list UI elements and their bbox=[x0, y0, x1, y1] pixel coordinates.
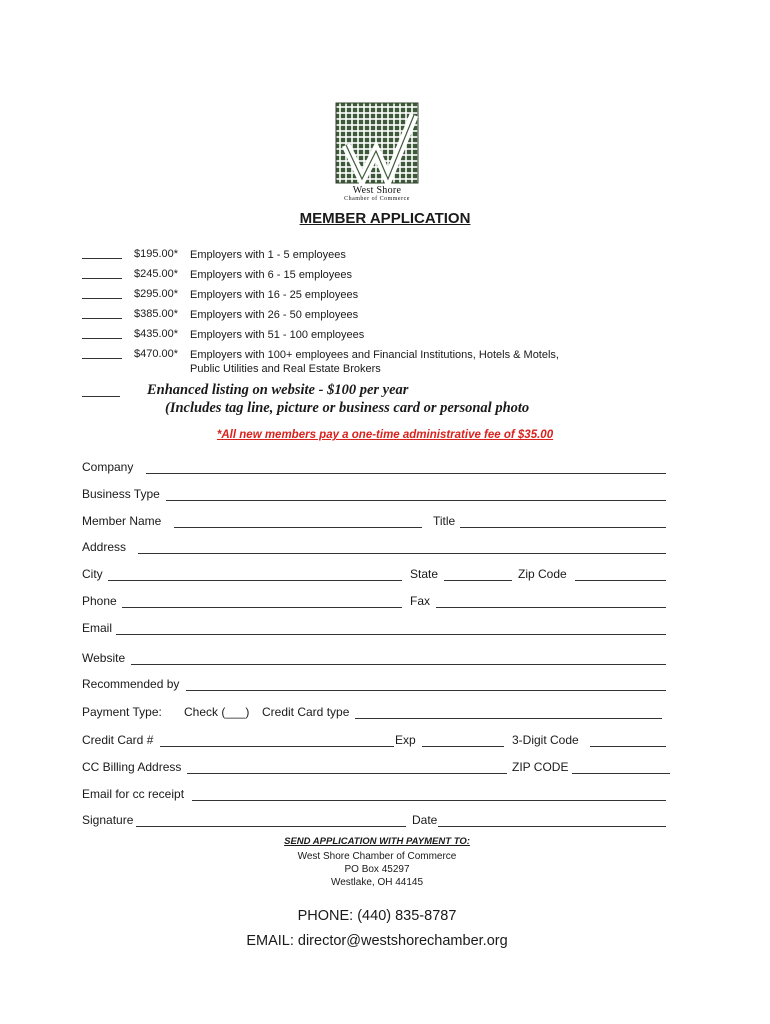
tier-description: Employers with 16 - 25 employees bbox=[190, 289, 359, 301]
website-field[interactable] bbox=[131, 664, 666, 665]
city-row bbox=[82, 567, 672, 585]
tier-option[interactable] bbox=[82, 288, 359, 302]
tier-description: Employers with 51 - 100 employees bbox=[190, 329, 365, 341]
signature-label: Signature bbox=[82, 813, 134, 827]
payment-type-label: Payment Type: bbox=[82, 705, 162, 719]
signature-field[interactable] bbox=[136, 826, 406, 827]
email-row bbox=[82, 621, 672, 639]
contact-phone: PHONE: (440) 835-8787 bbox=[297, 908, 457, 924]
address-label: Address bbox=[82, 540, 127, 554]
cc-billing-field[interactable] bbox=[187, 773, 507, 774]
phone-field[interactable] bbox=[122, 607, 402, 608]
enhanced-listing-title: Enhanced listing on website - $100 per year bbox=[147, 382, 409, 398]
email-receipt-label: Email for cc receipt bbox=[82, 787, 185, 801]
address-row bbox=[82, 540, 672, 558]
tier-option[interactable] bbox=[82, 268, 353, 282]
tier-price: $245.00* bbox=[134, 268, 179, 280]
tier-price: $435.00* bbox=[134, 328, 179, 340]
credit-card-type-label: Credit Card type bbox=[262, 705, 350, 719]
email-receipt-row bbox=[82, 787, 672, 805]
phone-label: Phone bbox=[82, 594, 117, 608]
exp-field[interactable] bbox=[422, 746, 504, 747]
title-label: Title bbox=[433, 514, 456, 528]
tier-price: $195.00* bbox=[134, 248, 179, 260]
member-name-row bbox=[82, 514, 672, 532]
recommended-row bbox=[82, 677, 672, 695]
tier-description: Employers with 6 - 15 employees bbox=[190, 269, 353, 281]
tier-option[interactable] bbox=[82, 308, 359, 322]
email-field[interactable] bbox=[116, 634, 666, 635]
business-type-label: Business Type bbox=[82, 487, 160, 501]
credit-card-row bbox=[82, 733, 672, 751]
cvv-field[interactable] bbox=[590, 746, 666, 747]
company-label: Company bbox=[82, 460, 134, 474]
zip-field[interactable] bbox=[575, 580, 666, 581]
state-label: State bbox=[410, 567, 439, 581]
tier-description-line2: Public Utilities and Real Estate Brokers bbox=[190, 363, 381, 375]
state-field[interactable] bbox=[444, 580, 512, 581]
tier-description: Employers with 26 - 50 employees bbox=[190, 309, 359, 321]
page-title: MEMBER APPLICATION bbox=[299, 210, 471, 227]
fax-field[interactable] bbox=[436, 607, 666, 608]
tier-checkbox-line[interactable] bbox=[82, 288, 122, 299]
tier-checkbox-line[interactable] bbox=[82, 348, 122, 359]
credit-card-type-field[interactable] bbox=[355, 718, 662, 719]
exp-label: Exp bbox=[395, 733, 416, 747]
company-field[interactable] bbox=[146, 473, 666, 474]
tier-checkbox-line[interactable] bbox=[82, 328, 122, 339]
recommended-by-field[interactable] bbox=[186, 690, 666, 691]
chamber-logo bbox=[334, 101, 420, 203]
email-receipt-field[interactable] bbox=[192, 800, 666, 801]
website-label: Website bbox=[82, 651, 126, 665]
tier-price: $385.00* bbox=[134, 308, 179, 320]
logo-name: West Shore bbox=[352, 185, 402, 196]
cc-zip-label: ZIP CODE bbox=[512, 760, 569, 774]
tier-checkbox-line[interactable] bbox=[82, 268, 122, 279]
tier-checkbox-line[interactable] bbox=[82, 308, 122, 319]
website-row bbox=[82, 651, 672, 669]
cc-zip-field[interactable] bbox=[572, 773, 670, 774]
enhanced-listing-details: (Includes tag line, picture or business card or personal photo bbox=[165, 400, 530, 416]
send-application-heading: SEND APPLICATION WITH PAYMENT TO: bbox=[284, 836, 470, 847]
credit-card-number-field[interactable] bbox=[160, 746, 394, 747]
cvv-label: 3-Digit Code bbox=[512, 733, 579, 747]
date-field[interactable] bbox=[438, 826, 666, 827]
phone-row bbox=[82, 594, 672, 612]
tier-checkbox-line[interactable] bbox=[82, 248, 122, 259]
city-label: City bbox=[82, 567, 103, 581]
check-option[interactable]: Check (___) bbox=[184, 705, 250, 719]
tier-option[interactable] bbox=[82, 248, 346, 262]
tier-description: Employers with 1 - 5 employees bbox=[190, 249, 346, 261]
business-type-field[interactable] bbox=[166, 500, 666, 501]
credit-card-number-label: Credit Card # bbox=[82, 733, 154, 747]
cc-billing-row bbox=[82, 760, 672, 778]
mailing-city: Westlake, OH 44145 bbox=[330, 877, 424, 888]
tier-price: $295.00* bbox=[134, 288, 179, 300]
tier-price: $470.00* bbox=[134, 348, 179, 360]
contact-email[interactable]: EMAIL: director@westshorechamber.org bbox=[246, 933, 508, 949]
tier-description-line1: Employers with 100+ employees and Financial Institutions, Hotels & Motels, bbox=[190, 349, 559, 361]
title-field[interactable] bbox=[460, 527, 666, 528]
tier-option[interactable] bbox=[82, 328, 365, 342]
address-field[interactable] bbox=[138, 553, 666, 554]
logo-tagline: Chamber of Commerce bbox=[344, 196, 410, 202]
recommended-by-label: Recommended by bbox=[82, 677, 180, 691]
tier-description bbox=[190, 348, 610, 376]
cc-billing-label: CC Billing Address bbox=[82, 760, 182, 774]
fax-label: Fax bbox=[410, 594, 431, 608]
member-name-label: Member Name bbox=[82, 514, 162, 528]
email-label: Email bbox=[82, 621, 113, 635]
city-field[interactable] bbox=[108, 580, 402, 581]
west-shore-w-logo-icon bbox=[334, 101, 420, 185]
admin-fee-note: *All new members pay a one-time administrative fee of $35.00 bbox=[216, 429, 554, 441]
tier-option[interactable] bbox=[82, 348, 559, 375]
mailing-po-box: PO Box 45297 bbox=[344, 864, 410, 875]
member-name-field[interactable] bbox=[174, 527, 422, 528]
mailing-org: West Shore Chamber of Commerce bbox=[297, 851, 457, 862]
signature-row bbox=[82, 813, 672, 831]
business-type-row bbox=[82, 487, 672, 505]
date-label: Date bbox=[412, 813, 438, 827]
zip-label: Zip Code bbox=[518, 567, 567, 581]
payment-type-row bbox=[82, 705, 672, 723]
company-row bbox=[82, 460, 672, 478]
enhanced-listing-checkbox-line[interactable] bbox=[82, 396, 120, 397]
